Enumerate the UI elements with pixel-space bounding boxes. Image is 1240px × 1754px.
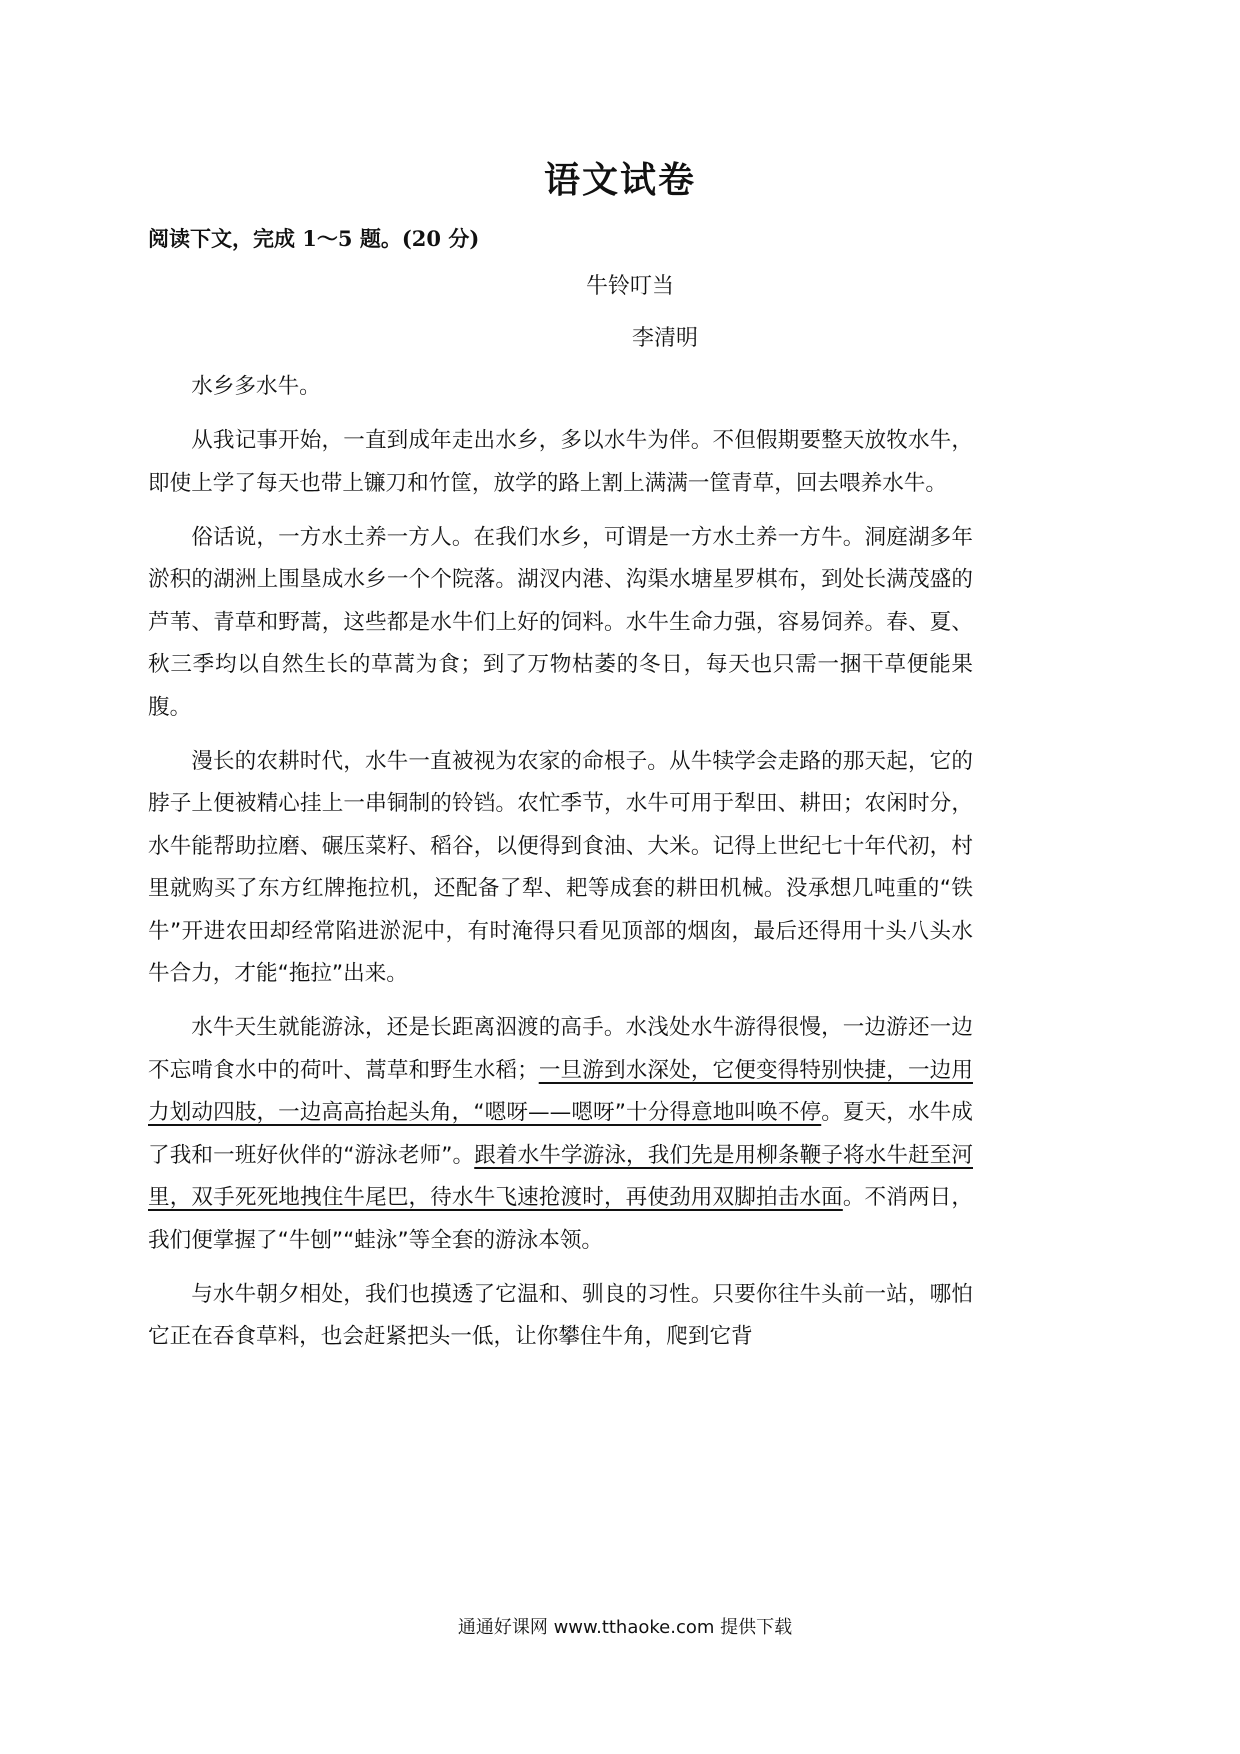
exam-title: 语文试卷 <box>543 159 696 201</box>
paragraph-2: 从我记事开始，一直到成年走出水乡，多以水牛为伴。不但假期要整天放牧水牛，即使上学了每天也带上镰刀和竹筐，放学的路上割上满满一筐青草，回去喂养水牛。 <box>148 428 973 496</box>
essay-author: 李清明 <box>631 326 698 351</box>
paragraph-5-text: 。不消两日，我们便掌握了“牛刨”“蛙泳”等全套的游泳本领。 <box>148 1185 973 1253</box>
paragraph-6: 与水牛朝夕相处，我们也摸透了它温和、驯良的习性。只要你往牛头前一站，哪怕它正在吞食草料，也会赶紧把头一低，让你攀住牛角，爬到它背 <box>148 1281 973 1349</box>
underlined-sentence-2: 跟着水牛学游泳，我们先是用柳条鞭子将水牛赶至河里，双手死死地拽住牛尾巴，待水牛飞速抢渡时，再使劲用双脚拍击水面 <box>148 1142 973 1210</box>
paragraph-5-text: 水牛天生就能游泳，还是长距离泅渡的高手。水浅处水牛游得很慢，一边游还一边不忘啃食水中的荷叶、蒿草和野生水稻； <box>148 1015 973 1083</box>
paragraph-1: 水乡多水牛。 <box>191 374 321 399</box>
essay-title: 牛铃叮当 <box>585 274 674 299</box>
paragraph-4: 漫长的农耕时代，水牛一直被视为农家的命根子。从牛犊学会走路的那天起，它的脖子上便被精心挂上一串铜制的铃铛。农忙季节，水牛可用于犁田、耕田；农闲时分，水牛能帮助拉磨、碾压菜籽、稻谷，以便得到食油、大米。记得上世纪七十年代初，村里就购买了东方红牌拖拉机，还配备了犁、耙等成套的耕田机械。没承想几吨重的“铁牛”开进农田却经常陷进淤泥中，有时淹得只看见顶部的烟囱，最后还得用十头八头水牛合力，才能“拖拉”出来。 <box>148 748 973 986</box>
footer-credit: 通通好课网 www.tthaoke.com 提供下载 <box>457 1617 793 1638</box>
reading-instruction: 阅读下文，完成 1～5 题。(20 分) <box>148 226 480 251</box>
essay-body <box>148 366 973 1370</box>
paragraph-5-text: 。夏天，水牛成了我和一班好伙伴的“游泳老师”。 <box>148 1100 973 1168</box>
underlined-sentence-1: 一旦游到水深处，它便变得特别快捷，一边用力划动四肢，一边高高抬起头角，“嗯呀——嗯呀”十分得意地叫唤不停 <box>148 1057 973 1125</box>
paragraph-5 <box>148 1007 973 1262</box>
paragraph-3: 俗话说，一方水土养一方人。在我们水乡，可谓是一方水土养一方牛。洞庭湖多年淤积的湖洲上围垦成水乡一个个院落。湖汊内港、沟渠水塘星罗棋布，到处长满茂盛的芦苇、青草和野蒿，这些都是水牛们上好的饲料。水牛生命力强，容易饲养。春、夏、秋三季均以自然生长的草蒿为食；到了万物枯萎的冬日，每天也只需一捆干草便能果腹。 <box>148 524 973 720</box>
